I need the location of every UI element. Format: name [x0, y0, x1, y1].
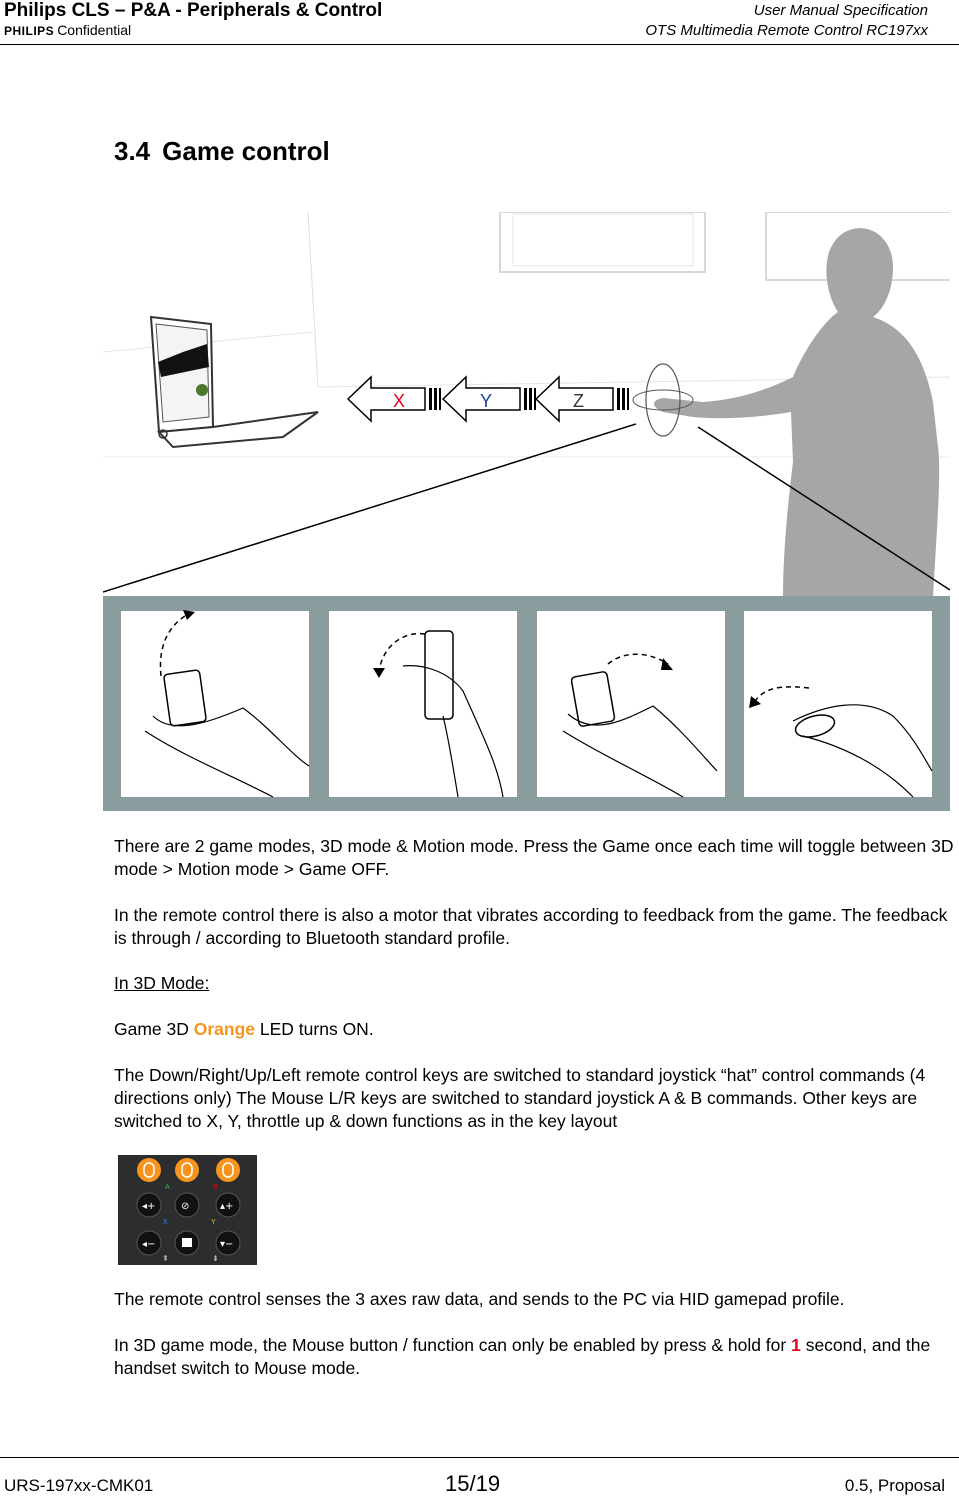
section-heading: [114, 136, 330, 167]
key-label-b: B: [213, 1184, 218, 1191]
key-label-a: A: [165, 1184, 170, 1191]
document-title: Philips CLS – P&A - Peripherals & Control: [4, 0, 383, 21]
key-label-y: Y: [211, 1219, 216, 1226]
z-axis-label: Z: [573, 391, 584, 411]
mouse-middle-key: [175, 1158, 199, 1182]
y-axis-label: Y: [480, 391, 493, 411]
paragraph-axes-data: The remote control senses the 3 axes raw data, and sends to the PC via HID gamepad profile.: [114, 1289, 845, 1309]
mouse-enable-prefix: In 3D game mode, the Mouse button / function can only be enabled by press & hold for: [114, 1335, 792, 1355]
in-3d-mode-heading: In 3D Mode:: [114, 973, 210, 993]
tilt-up-panel: [121, 610, 309, 797]
mouse-left-key: [137, 1158, 161, 1182]
channel-down-icon: ▾−: [220, 1239, 234, 1250]
throttle-down-icon: ⇟: [212, 1254, 219, 1263]
channel-up-icon: ▴+: [220, 1201, 234, 1212]
mouse-right-key: [216, 1158, 240, 1182]
header-divider: [0, 44, 959, 45]
section-title: Game control: [162, 136, 330, 166]
paragraph-led: [114, 1018, 954, 1041]
paragraph-mouse-enable: [114, 1334, 954, 1380]
gesture-illustrations: [103, 596, 950, 811]
tilt-right-panel: [537, 611, 725, 797]
footer-version: 0.5, Proposal: [844, 1476, 945, 1495]
paragraph-key-mapping: The Down/Right/Up/Left remote control keys are switched to standard joystick “hat” control commands (4 directions only) The Mouse L/R keys are switched to standard joystick A & B commands. Other keys are switched to X, Y, throttle up & down functions as in the key layout: [114, 1065, 926, 1131]
confidential-text: Confidential: [57, 22, 132, 38]
mouse-enable-suffix: second, and the handset switch to Mouse mode.: [114, 1335, 931, 1378]
paragraph-game-modes: There are 2 game modes, 3D mode & Motion mode. Press the Game once each time will toggle between 3D mode > Motion mode > Game OFF.: [114, 836, 954, 879]
doc-type: User Manual Specification: [753, 2, 928, 19]
gesture-panels: [103, 596, 950, 811]
keypad-image: [118, 1155, 257, 1265]
product-name: OTS Multimedia Remote Control RC197xx: [645, 22, 928, 39]
led-suffix: LED turns ON.: [255, 1019, 374, 1039]
paragraph-motor-feedback: In the remote control there is also a motor that vibrates according to feedback from the game. The feedback is through / according to Bluetooth standard profile.: [114, 905, 948, 948]
game-scene-illustration: [103, 212, 950, 597]
hold-seconds-value: 1: [791, 1335, 801, 1355]
footer-divider: [0, 1457, 959, 1458]
rotate-left-panel: [329, 611, 517, 797]
philips-logo: PHILIPS: [4, 24, 55, 38]
rotate-back-panel: [744, 611, 932, 797]
led-prefix: Game 3D: [114, 1019, 194, 1039]
confidentiality-label: [4, 22, 131, 38]
led-color-word: Orange: [193, 1019, 256, 1039]
key-label-x: X: [163, 1219, 168, 1226]
footer-doc-id: URS-197xx-CMK01: [4, 1476, 154, 1495]
volume-down-icon: ◂+: [142, 1201, 156, 1212]
footer-page-number: 15/19: [445, 1471, 501, 1496]
x-axis-label: X: [393, 391, 406, 411]
mute-icon: ⊘: [181, 1201, 190, 1212]
throttle-up-icon: ⇞: [162, 1254, 169, 1263]
menu-icon: [182, 1238, 192, 1247]
volume-minus-icon: ◂−: [142, 1239, 156, 1250]
section-number: 3.4: [114, 136, 151, 166]
